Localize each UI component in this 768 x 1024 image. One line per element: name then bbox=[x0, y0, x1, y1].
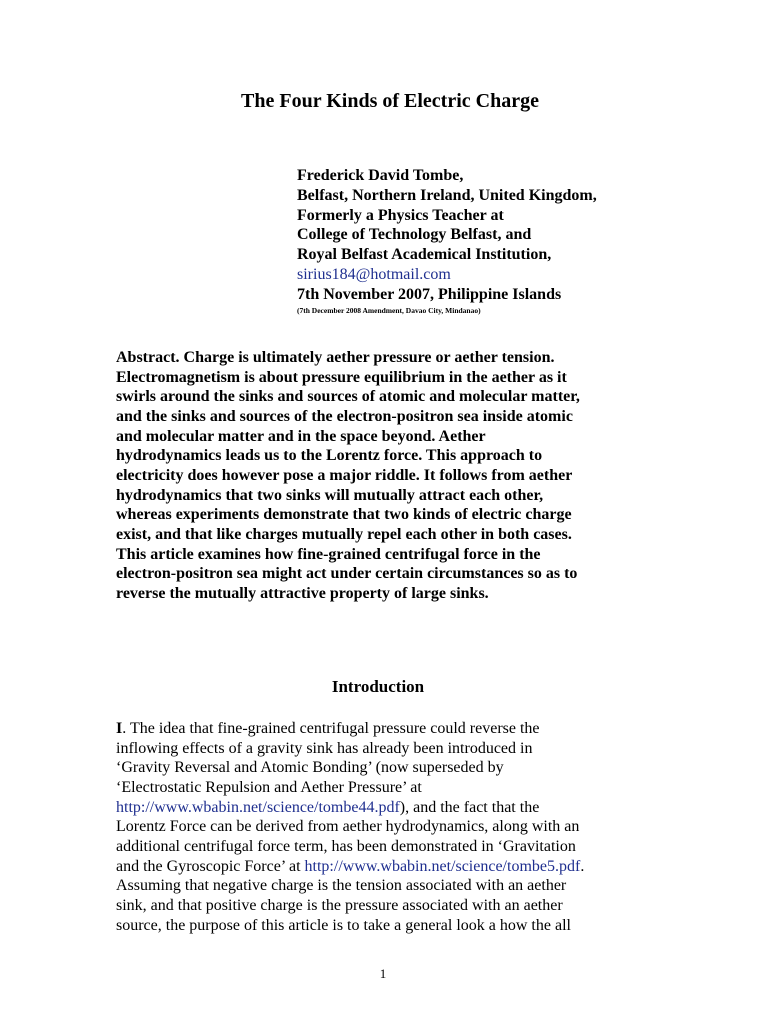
intro-text: . bbox=[580, 857, 585, 875]
author-email-link[interactable]: sirius184@hotmail.com bbox=[297, 265, 451, 283]
abstract-line: electron-positron sea might act under certain circumstances so as to bbox=[116, 565, 578, 583]
intro-line: Assuming that negative charge is the tension associated with an aether bbox=[116, 877, 567, 895]
intro-line: ‘Gravity Reversal and Atomic Bonding’ (now superseded by bbox=[116, 759, 504, 777]
section-numeral: I bbox=[116, 720, 123, 737]
intro-line: additional centrifugal force term, has been demonstrated in ‘Gravitation bbox=[116, 837, 576, 855]
abstract-line: hydrodynamics leads us to the Lorentz force. This approach to bbox=[116, 447, 543, 465]
abstract-line: Electromagnetism is about pressure equilibrium in the aether as it bbox=[116, 368, 567, 386]
abstract-line: and molecular matter and in the space beyond. Aether bbox=[116, 427, 486, 445]
abstract-line: hydrodynamics that two sinks will mutually attract each other, bbox=[116, 486, 544, 504]
intro-line bbox=[116, 719, 676, 739]
intro-line bbox=[116, 857, 676, 877]
abstract-line: reverse the mutually attractive property of large sinks. bbox=[116, 584, 489, 602]
intro-line: source, the purpose of this article is to take a general look a how the all bbox=[116, 916, 571, 934]
author-position: Formerly a Physics Teacher at bbox=[297, 206, 504, 224]
intro-text: . The idea that fine-grained centrifugal pressure could reverse the bbox=[122, 720, 540, 737]
abstract-line: and the sinks and sources of the electron-positron sea inside atomic bbox=[116, 407, 573, 425]
intro-line bbox=[116, 798, 676, 818]
abstract-line: Abstract. Charge is ultimately aether pressure or aether tension. bbox=[116, 349, 555, 366]
author-institution-1: College of Technology Belfast, and bbox=[297, 226, 532, 244]
intro-line: ‘Electrostatic Repulsion and Aether Pressure’ at bbox=[116, 778, 422, 796]
paper-title: The Four Kinds of Electric Charge bbox=[241, 90, 539, 112]
abstract-line: exist, and that like charges mutually repel each other in both cases. bbox=[116, 525, 572, 543]
intro-line: Lorentz Force can be derived from aether hydrodynamics, along with an bbox=[116, 818, 580, 836]
abstract-line: whereas experiments demonstrate that two kinds of electric charge bbox=[116, 506, 572, 524]
intro-line: sink, and that positive charge is the pressure associated with an aether bbox=[116, 896, 563, 914]
intro-text: ), and the fact that the bbox=[399, 798, 540, 816]
intro-text: and the Gyroscopic Force’ at bbox=[116, 857, 305, 875]
abstract-line: swirls around the sinks and sources of atomic and molecular matter, bbox=[116, 388, 580, 406]
tombe44-link[interactable]: http://www.wbabin.net/science/tombe44.pdf bbox=[116, 798, 400, 816]
author-block bbox=[297, 166, 737, 316]
abstract-line: This article examines how fine-grained centrifugal force in the bbox=[116, 545, 541, 563]
intro-paragraph bbox=[116, 719, 676, 935]
author-address: Belfast, Northern Ireland, United Kingdom, bbox=[297, 186, 597, 204]
page-number: 1 bbox=[379, 966, 387, 981]
amendment-note: (7th December 2008 Amendment, Davao City, Mindanao) bbox=[297, 305, 481, 315]
author-name: Frederick David Tombe, bbox=[297, 167, 464, 184]
author-date: 7th November 2007, Philippine Islands bbox=[297, 285, 562, 303]
tombe5-link[interactable]: http://www.wbabin.net/science/tombe5.pdf bbox=[304, 857, 581, 875]
abstract-line: electricity does however pose a major riddle. It follows from aether bbox=[116, 466, 573, 484]
author-institution-2: Royal Belfast Academical Institution, bbox=[297, 246, 552, 264]
abstract bbox=[116, 348, 656, 604]
intro-line: inflowing effects of a gravity sink has already been introduced in bbox=[116, 739, 533, 757]
section-heading-introduction: Introduction bbox=[331, 677, 425, 696]
